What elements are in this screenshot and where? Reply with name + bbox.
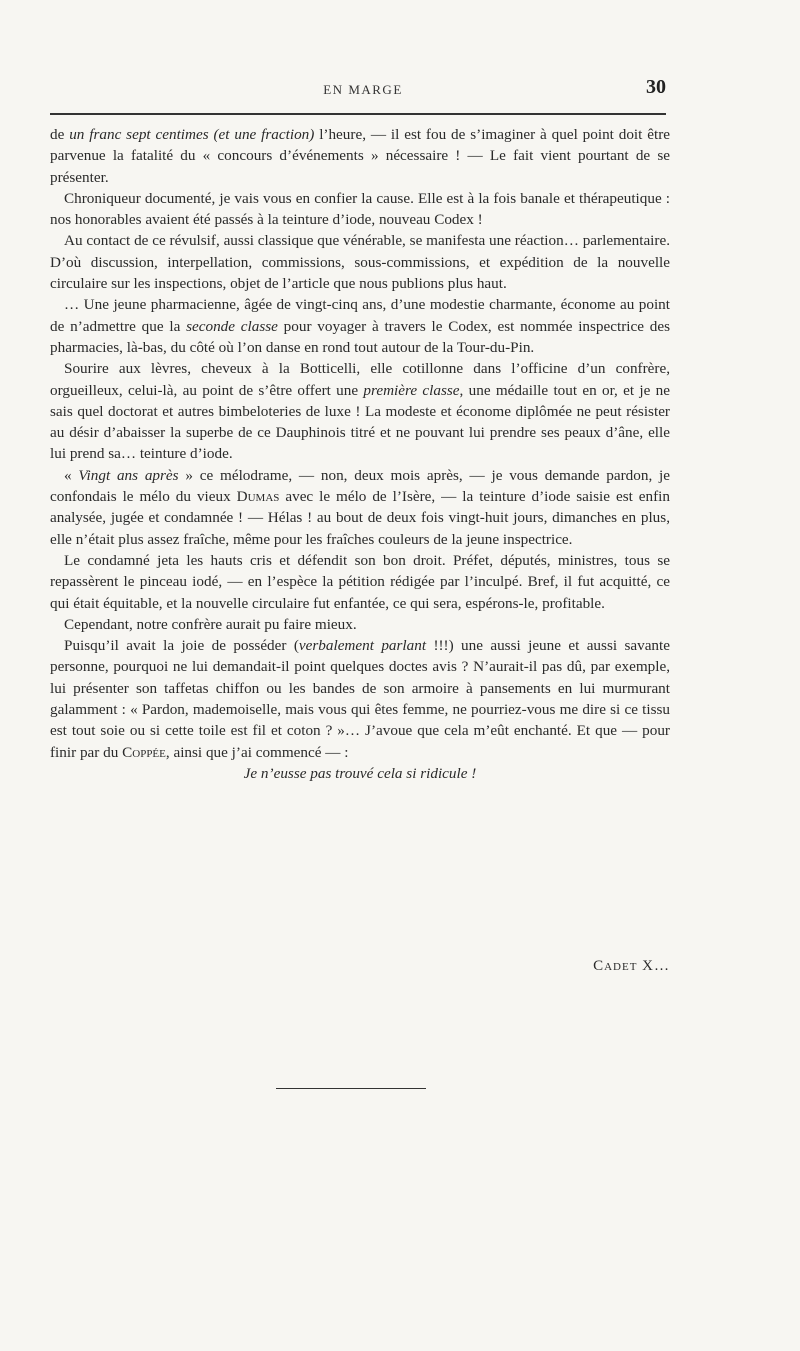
text-run: Le condamné jeta les hauts cris et défendit son bon droit. Préfet, députés, ministres, tous se repassèrent le pinceau iodé, — en l’espèce la pétition rédigée par l’inculpé. Bref, il fut acquitté, ce qui était équitable, et la nouvelle circulaire fut enfantée, ce qui sera, espérons-le, profitable. <box>50 551 670 612</box>
text-run: , ainsi que j’ai commencé — : <box>165 743 349 761</box>
signature: Cadet X… <box>593 958 670 974</box>
text-run: Cependant, notre confrère aurait pu faire mieux. <box>64 615 357 633</box>
paragraph <box>50 614 670 635</box>
text-run: !!!) une aussi jeune et aussi savante personne, pourquoi ne lui demandait-il point quelques doctes avis ? N’aurait-il pas dû, par exemple, lui présenter son taffetas chiffon ou les bandes de son armoire à pansements en lui murmurant galamment : « Pardon, mademoiselle, mais vous qui êtes femme, ne pourriez-vous me dire si ce tissu est tout soie ou si cette toile est fil et coton ? »… J’avoue que cela m’eût enchanté. Et que — pour finir par du <box>50 637 670 761</box>
text-run: avec le mélo de l’Isère, — la teinture d’iode saisie est enfin analysée, jugée et condamnée ! — Hélas ! au bout de deux fois vingt-huit jours, dimanches en plus, elle n’était plus assez fraîche, même pour les fraîches couleurs de la jeune inspectrice. <box>50 488 670 548</box>
paragraph <box>50 635 670 763</box>
paragraph <box>50 188 670 231</box>
paragraph <box>50 465 670 550</box>
italic-text: Vingt ans après <box>78 466 179 484</box>
article-body <box>50 124 670 784</box>
italic-text: verbalement parlant <box>298 637 427 655</box>
text-run: Chroniqueur documenté, je vais vous en confier la cause. Elle est à la fois banale et thérapeutique : nos honorables avaient été passés à la teinture d’iode, nouveau Codex ! <box>50 189 670 229</box>
end-rule <box>276 1088 426 1089</box>
text-run: l’heure, — il est fou de s’imaginer à quel point doit être parvenue la fatalité du « concours d’événements » nécessaire ! — Le fait vient pourtant de se présenter. <box>50 126 670 186</box>
text-run: de <box>50 126 70 143</box>
text-run: « <box>64 466 79 484</box>
italic-text: seconde classe <box>186 317 278 335</box>
text-run: Au contact de ce révulsif, aussi classique que vénérable, se manifesta une réaction… parlementaire. D’où discussion, interpellation, commissions, sous-commissions, et expédition de la nouvelle circulaire sur les inspections, objet de l’article que nous publions plus haut. <box>50 232 670 293</box>
text-run: … Une jeune pharmacienne, âgée de vingt-cinq ans, d’une modestie charmante, économe au point de n’admettre que la <box>50 296 670 335</box>
text-run: Sourire aux lèvres, cheveux à la Botticelli, elle cotillonne dans l’officine d’un confrère, orgueilleux, celui-là, au point de s’être offert une <box>50 360 670 399</box>
closing-quote: Je n’eusse pas trouvé cela si ridicule ! <box>243 764 477 782</box>
text-run: Puisqu’il avait la joie de posséder ( <box>64 637 299 655</box>
author-name: Coppée <box>122 743 166 761</box>
page-number: 30 <box>646 76 666 98</box>
text-run: » ce mélodrame, — non, deux mois après, — je vous demande pardon, je confondais le mélo du vieux <box>50 466 671 506</box>
author-name: Dumas <box>236 488 280 506</box>
running-title: EN MARGE <box>323 82 403 97</box>
paragraph <box>50 294 670 358</box>
page-header <box>60 76 666 106</box>
italic-text: un franc sept centimes (et une fraction) <box>69 126 315 143</box>
paragraph <box>50 358 670 464</box>
italic-text: première classe <box>363 381 460 399</box>
paragraph <box>50 124 670 188</box>
text-run: , une médaille tout en or, et je ne sais quel doctorat et autres bimbeloteries de luxe ! La modeste et économe diplômée ne peut résister au désir d’abaisser la superbe de ce Dauphinois titré et ne pouvant lui prendre ses peaux d’âne, elle lui prend sa… teinture d’iode. <box>50 381 670 463</box>
paragraph <box>50 230 670 294</box>
text-run: pour voyager à travers le Codex, est nommée inspectrice des pharmacies, là-bas, du côté où l’on danse en rond tout autour de la Tour-du-Pin. <box>50 317 670 356</box>
header-rule <box>50 113 666 115</box>
paragraph <box>50 550 670 614</box>
